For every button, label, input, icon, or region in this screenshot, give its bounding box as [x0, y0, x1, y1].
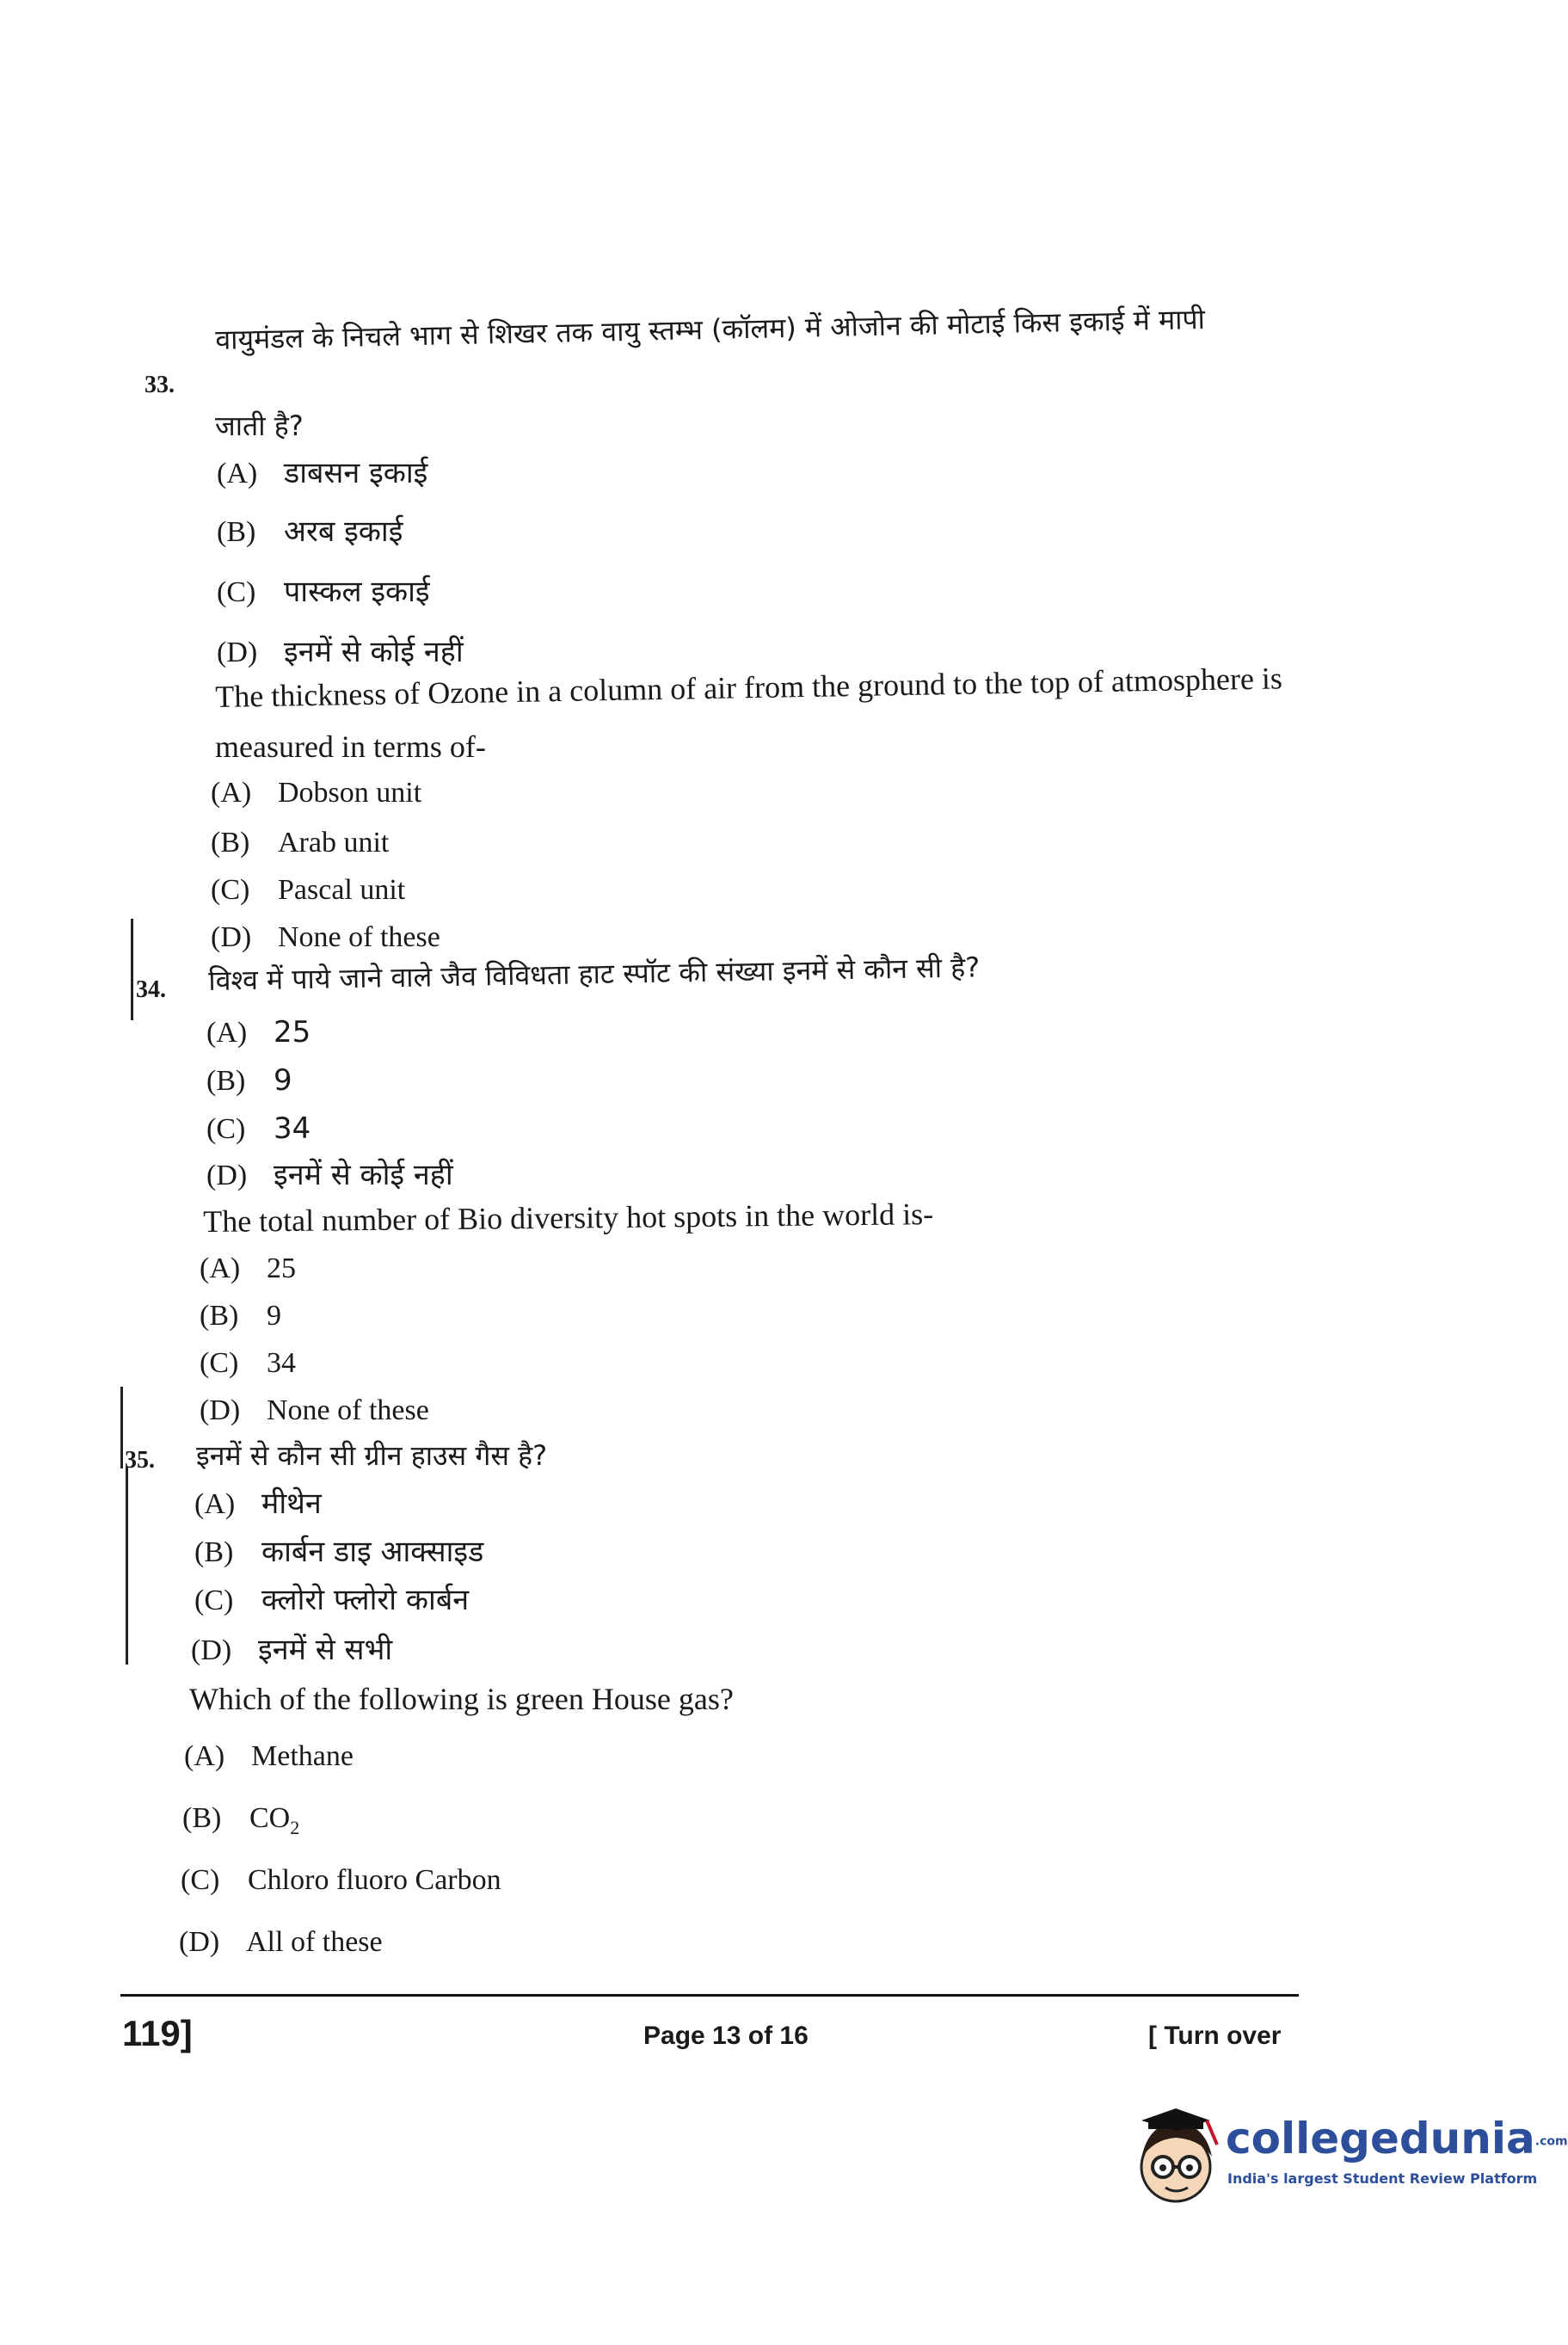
option-c: (C) Chloro fluoro Carbon: [181, 1864, 501, 1896]
option-a: (A) मीथेन: [194, 1486, 322, 1521]
option-c: (C) क्लोरो फ्लोरो कार्बन: [194, 1583, 470, 1617]
option-b: (B) अरब इकाई: [217, 514, 403, 549]
turn-over: [ Turn over: [1148, 2022, 1282, 2050]
question-number: 34.: [136, 976, 166, 1003]
english-question-line: Which of the following is green House gas?: [189, 1682, 734, 1716]
option-b: (B) 9: [206, 1063, 292, 1098]
option-b: (B) कार्बन डाइ आक्साइड: [194, 1535, 484, 1569]
english-question-line: The thickness of Ozone in a column of air from the ground to the top of atmosphere is: [215, 661, 1283, 714]
margin-mark: [120, 1387, 123, 1468]
subscript: 2: [290, 1816, 300, 1838]
option-d: (D) None of these: [211, 921, 440, 953]
option-c: (C) पास्कल इकाई: [217, 575, 430, 609]
hindi-question-line: वायुमंडल के निचले भाग से शिखर तक वायु स्तम्भ (कॉलम) में ओजोन की मोटाई किस इकाई में मापी: [215, 302, 1206, 356]
option-d: (D) इनमें से सभी: [191, 1633, 393, 1667]
option-c: (C) Pascal unit: [211, 874, 406, 906]
logo-wordmark: collegedunia: [1226, 2114, 1535, 2163]
question-number: 33.: [145, 372, 175, 398]
option-d: (D) None of these: [200, 1394, 429, 1426]
margin-mark: [126, 1467, 128, 1665]
option-b: (B) Arab unit: [211, 827, 390, 859]
option-c: (C) 34: [206, 1111, 311, 1146]
option-b: (B) $CO_2$: [182, 1802, 300, 1838]
logo-suffix: .com: [1534, 2134, 1568, 2149]
option-b: (B) 9: [200, 1300, 281, 1332]
option-a: (A) डाबसन इकाई: [217, 456, 428, 490]
hindi-question-line: विश्व में पाये जाने वाले जैव विविधता हाट स्पॉट की संख्या इनमें से कौन सी है?: [208, 951, 981, 997]
hindi-question-line: इनमें से कौन सी ग्रीन हाउस गैस है?: [196, 1439, 548, 1472]
option-a: (A) 25: [200, 1253, 296, 1284]
footer-divider: [120, 1994, 1299, 1997]
option-c: (C) 34: [200, 1347, 296, 1379]
option-a: (A) Dobson unit: [211, 777, 422, 809]
collegedunia-logo: [1122, 2112, 1568, 2215]
hindi-question-line: जाती है?: [215, 409, 304, 442]
english-question-line: measured in terms of-: [215, 729, 486, 764]
option-a: (A) 25: [206, 1015, 311, 1049]
question-number: 35.: [125, 1447, 155, 1474]
margin-mark: [131, 919, 133, 1020]
mascot-icon: [1122, 2105, 1234, 2217]
option-d: (D) All of these: [179, 1926, 383, 1958]
page-code: 119]: [122, 2013, 193, 2053]
english-question-line: The total number of Bio diversity hot spots in the world is-: [203, 1197, 934, 1239]
logo-tagline: India's largest Student Review Platform: [1227, 2170, 1538, 2187]
option-d: (D) इनमें से कोई नहीं: [206, 1158, 453, 1192]
page-number: Page 13 of 16: [643, 2022, 809, 2050]
option-d: (D) इनमें से कोई नहीं: [217, 635, 464, 669]
option-a: (A) Methane: [184, 1740, 354, 1772]
